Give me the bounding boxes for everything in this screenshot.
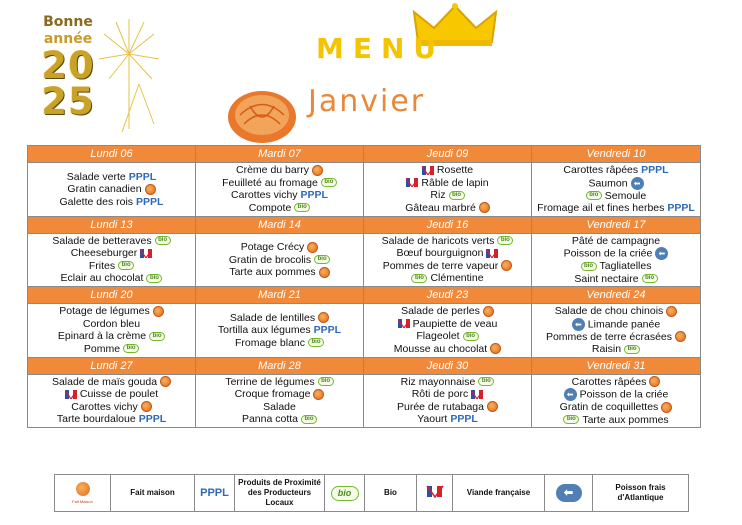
poisson-frais-icon: ⬅ <box>556 484 582 502</box>
dish <box>198 376 361 389</box>
day-header: Vendredi 31 <box>532 357 701 374</box>
dish-name: Gâteau marbré <box>405 201 476 214</box>
dish-name: Rosette <box>436 164 474 177</box>
dish <box>366 376 529 389</box>
dish-name: Potage Crécy <box>240 241 305 253</box>
day-header-row <box>28 146 701 163</box>
dish <box>198 312 361 325</box>
dish-name: Saint nectaire <box>574 272 639 285</box>
dish <box>366 330 529 343</box>
bio-icon: bio <box>478 377 494 386</box>
dish <box>198 164 361 177</box>
dish <box>534 164 698 177</box>
viande-francaise-icon <box>406 178 418 187</box>
dish-name: Paupiette de veau <box>412 317 498 330</box>
dish <box>30 235 193 248</box>
bio-icon: bio <box>301 415 317 424</box>
dish-name: Galette des rois <box>59 195 134 208</box>
bio-icon: bio <box>308 338 324 347</box>
pppl-tag: PPPL <box>667 202 695 214</box>
day-menu <box>28 304 196 358</box>
dish <box>534 177 698 190</box>
fait-maison-icon <box>501 260 512 271</box>
day-header: Vendredi 24 <box>532 287 701 304</box>
dish <box>366 413 529 426</box>
dish <box>366 272 529 285</box>
fait-maison-icon <box>312 165 323 176</box>
dish-name: Gratin de brocolis <box>228 253 312 266</box>
day-menu <box>196 304 364 358</box>
greeting-line-2: année <box>43 31 93 47</box>
month-title: Janvier <box>308 84 426 119</box>
dish <box>534 202 698 215</box>
dish-name: Salade <box>263 400 296 413</box>
pppl-tag: PPPL <box>313 324 342 336</box>
dish-name: Salade de maïs gouda <box>51 375 158 388</box>
bio-icon: bio <box>149 332 165 341</box>
dish <box>366 189 529 202</box>
poisson-frais-icon: ⬅ <box>631 177 644 190</box>
bio-icon: bio <box>463 332 479 341</box>
day-header-row <box>28 287 701 304</box>
legend-fait-maison-logo <box>55 475 111 512</box>
dish <box>198 401 361 414</box>
galette-icon <box>222 84 302 146</box>
legend-poisson-label: Poisson frais d'Atlantique <box>593 475 689 512</box>
dish-name: Salade de chou chinois <box>554 305 664 317</box>
dish <box>534 247 698 260</box>
dish-name: Riz <box>430 189 446 202</box>
dish-name: Pâté de campagne <box>571 234 661 247</box>
dish <box>366 388 529 401</box>
fait-maison-icon <box>666 306 677 317</box>
dish <box>30 171 193 184</box>
bio-icon: bio <box>294 203 310 212</box>
pppl-tag: PPPL <box>300 189 328 202</box>
dish <box>534 235 698 248</box>
day-header: Mardi 14 <box>196 216 364 233</box>
dish <box>534 414 698 427</box>
legend-pppl-label: Produits de Proximité des Producteurs Locaux <box>235 475 325 512</box>
dish <box>30 413 193 426</box>
fait-maison-icon <box>649 376 660 387</box>
dish <box>366 164 529 177</box>
day-header: Mardi 21 <box>196 287 364 304</box>
dish-name: Carottes râpées <box>571 375 647 388</box>
dish-name: Mousse au chocolat <box>393 342 488 355</box>
dish-name: Pommes de terre écrasées <box>545 330 673 343</box>
dish-name: Fromage ail et fines herbes <box>537 202 665 214</box>
day-menu <box>196 233 364 287</box>
day-header: Jeudi 23 <box>364 287 532 304</box>
dish-name: Tarte aux pommes <box>582 413 669 426</box>
day-menu <box>532 304 701 358</box>
dish-name: Salade verte <box>66 170 126 183</box>
dish-name: Salade de perles <box>401 305 480 318</box>
dish-name: Poisson de la criée <box>579 388 669 401</box>
day-menu <box>532 163 701 217</box>
dish <box>366 343 529 356</box>
dish <box>198 177 361 190</box>
bio-icon: bio <box>146 274 162 283</box>
dish <box>198 189 361 202</box>
viande-francaise-icon <box>398 319 410 328</box>
day-header-row <box>28 216 701 233</box>
dish <box>30 272 193 285</box>
dish <box>30 330 193 343</box>
dish-name: Salade de lentilles <box>229 311 316 324</box>
bio-icon: bio <box>581 262 597 271</box>
dish-name: Limande panée <box>587 317 661 330</box>
year-top: 20 <box>41 44 95 87</box>
legend-fait-maison-label: Fait maison <box>111 475 195 512</box>
dish-name: Eclair au chocolat <box>60 272 144 285</box>
dish <box>198 202 361 215</box>
day-header-row <box>28 357 701 374</box>
dish <box>198 241 361 254</box>
viande-francaise-icon <box>140 249 152 258</box>
menu-table <box>27 145 701 428</box>
bio-icon: bio <box>624 345 640 354</box>
dish <box>366 235 529 248</box>
dishes-row <box>28 304 701 358</box>
dish <box>366 401 529 414</box>
day-menu <box>196 163 364 217</box>
dishes-row <box>28 233 701 287</box>
dish <box>366 260 529 273</box>
dish <box>366 318 529 331</box>
dish-name: Clémentine <box>430 272 484 285</box>
dish-name: Tagliatelles <box>599 260 652 272</box>
dish <box>534 260 698 273</box>
dish-name: Râble de lapin <box>421 176 489 189</box>
legend-viande-label: Viande française <box>453 475 545 512</box>
day-header: Lundi 13 <box>28 216 196 233</box>
dish <box>30 260 193 273</box>
dish <box>534 343 698 356</box>
viande-francaise-icon <box>486 249 498 258</box>
dish <box>30 388 193 401</box>
dish-name: Croque fromage <box>234 388 311 401</box>
dish-name: Frites <box>88 259 116 272</box>
pppl-tag: PPPL <box>450 413 478 426</box>
dish <box>198 324 361 337</box>
dish <box>198 254 361 267</box>
dish-name: Tarte aux pommes <box>229 266 316 278</box>
dish <box>30 183 193 196</box>
dish <box>30 305 193 318</box>
dish <box>30 318 193 331</box>
day-menu <box>532 233 701 287</box>
bio-icon: bio <box>118 261 134 270</box>
dishes-row <box>28 163 701 217</box>
dish-name: Salade de haricots verts <box>381 234 495 247</box>
fait-maison-icon <box>487 401 498 412</box>
dish <box>198 337 361 350</box>
dish-name: Tarte bourdaloue <box>56 413 136 426</box>
viande-francaise-icon <box>422 166 434 175</box>
menu-title: MENU <box>316 32 446 65</box>
dish <box>534 401 698 414</box>
bio-icon: bio <box>314 255 330 264</box>
dish-name: Cheeseburger <box>70 247 138 260</box>
day-menu <box>196 374 364 428</box>
dish-name: Salade de betteraves <box>52 234 152 247</box>
day-menu <box>28 374 196 428</box>
legend-bio-label: Bio <box>365 475 417 512</box>
day-header: Vendredi 17 <box>532 216 701 233</box>
dish <box>30 343 193 356</box>
viande-francaise-icon <box>426 485 444 498</box>
fait-maison-icon <box>319 267 330 278</box>
dish <box>534 331 698 344</box>
pppl-tag: PPPL <box>128 170 157 183</box>
fait-maison-icon <box>141 401 152 412</box>
fait-maison-icon <box>76 482 90 496</box>
day-menu <box>364 163 532 217</box>
dishes-row <box>28 374 701 428</box>
fait-maison-icon <box>318 312 329 323</box>
day-header: Mardi 28 <box>196 357 364 374</box>
legend-pppl-abbr: PPPL <box>200 486 229 499</box>
dish-name: Raisin <box>591 343 622 355</box>
fait-maison-icon <box>479 202 490 213</box>
bio-icon: bio <box>563 415 579 424</box>
day-menu <box>28 163 196 217</box>
fait-maison-icon <box>490 343 501 354</box>
dish-name: Fromage blanc <box>234 336 306 349</box>
dish <box>534 376 698 389</box>
viande-francaise-icon <box>65 390 77 399</box>
dish-name: Flageolet <box>416 330 460 343</box>
day-menu <box>364 304 532 358</box>
bio-icon: bio <box>411 274 427 283</box>
bio-icon: bio <box>318 377 334 386</box>
dish-name: Tortilla aux légumes <box>217 324 311 336</box>
fait-maison-icon <box>145 184 156 195</box>
dish <box>30 401 193 414</box>
day-menu <box>532 374 701 428</box>
greeting-line-1: Bonne <box>43 14 93 30</box>
dish <box>534 318 698 331</box>
dish-name: Epinard à la crème <box>57 330 147 343</box>
dish <box>534 388 698 401</box>
dish-name: Crème du barry <box>236 164 309 177</box>
dish-name: Potage de légumes <box>59 305 150 318</box>
bio-icon: bio <box>331 486 359 501</box>
dish-name: Terrine de légumes <box>225 375 315 388</box>
fait-maison-icon <box>675 331 686 342</box>
dish-name: Yaourt <box>417 413 448 426</box>
bio-icon: bio <box>321 178 337 187</box>
dish-name: Riz mayonnaise <box>400 375 476 388</box>
dish-name: Feuilleté au fromage <box>222 176 318 189</box>
legend <box>54 474 689 512</box>
day-menu <box>364 233 532 287</box>
year-bottom: 25 <box>41 80 95 123</box>
bio-icon: bio <box>642 274 658 283</box>
dish <box>534 305 698 318</box>
dish-name: Saumon <box>588 176 628 189</box>
new-year-greeting <box>38 14 98 123</box>
poisson-frais-icon: ⬅ <box>572 318 585 331</box>
dish-name: Compote <box>248 201 292 214</box>
pppl-tag: PPPL <box>138 413 167 426</box>
dish-name: Bœuf bourguignon <box>396 247 484 260</box>
dish-name: Pomme <box>83 342 121 355</box>
day-header: Vendredi 10 <box>532 146 701 163</box>
day-menu <box>364 374 532 428</box>
bio-icon: bio <box>123 344 139 353</box>
day-header: Lundi 06 <box>28 146 196 163</box>
poisson-frais-icon: ⬅ <box>564 388 577 401</box>
day-header: Jeudi 30 <box>364 357 532 374</box>
dish <box>366 202 529 215</box>
dish-name: Carottes vichy <box>71 400 138 413</box>
fait-maison-icon <box>313 389 324 400</box>
viande-francaise-icon <box>471 390 483 399</box>
dish-name: Poisson de la criée <box>563 247 653 260</box>
dish-name: Gratin de coquillettes <box>559 401 659 413</box>
day-header: Lundi 20 <box>28 287 196 304</box>
dish <box>534 273 698 286</box>
poisson-frais-icon: ⬅ <box>655 247 668 260</box>
pppl-tag: PPPL <box>641 164 669 176</box>
fait-maison-logo-caption: Fait Maison <box>72 499 93 504</box>
dish <box>366 247 529 260</box>
dish <box>534 190 698 203</box>
dish-name: Panna cotta <box>241 413 299 426</box>
dish-name: Semoule <box>604 189 647 202</box>
dish-name: Gratin canadien <box>67 183 142 195</box>
day-header: Mardi 07 <box>196 146 364 163</box>
bio-icon: bio <box>449 191 465 200</box>
fait-maison-icon <box>153 306 164 317</box>
dish-name: Carottes vichy <box>231 189 298 202</box>
day-header: Lundi 27 <box>28 357 196 374</box>
fait-maison-icon <box>160 376 171 387</box>
dish-name: Cordon bleu <box>82 317 141 330</box>
dish <box>366 305 529 318</box>
dish-name: Rôti de porc <box>411 388 469 401</box>
dish-name: Carottes râpées <box>563 164 639 176</box>
fait-maison-icon <box>661 402 672 413</box>
dish-name: Cuisse de poulet <box>79 388 159 401</box>
dish <box>30 376 193 389</box>
dish <box>30 196 193 209</box>
bio-icon: bio <box>586 191 602 200</box>
dish <box>366 177 529 190</box>
fireworks-icon <box>94 14 164 134</box>
day-header: Jeudi 16 <box>364 216 532 233</box>
dish-name: Purée de rutabaga <box>397 400 484 413</box>
day-menu <box>28 233 196 287</box>
dish <box>198 413 361 426</box>
dish <box>198 388 361 401</box>
bio-icon: bio <box>155 236 171 245</box>
dish-name: Pommes de terre vapeur <box>382 259 499 272</box>
day-header: Jeudi 09 <box>364 146 532 163</box>
dish <box>30 247 193 260</box>
fait-maison-icon <box>483 306 494 317</box>
pppl-tag: PPPL <box>136 195 164 208</box>
fait-maison-icon <box>307 242 318 253</box>
bio-icon: bio <box>497 236 513 245</box>
dish <box>198 266 361 279</box>
